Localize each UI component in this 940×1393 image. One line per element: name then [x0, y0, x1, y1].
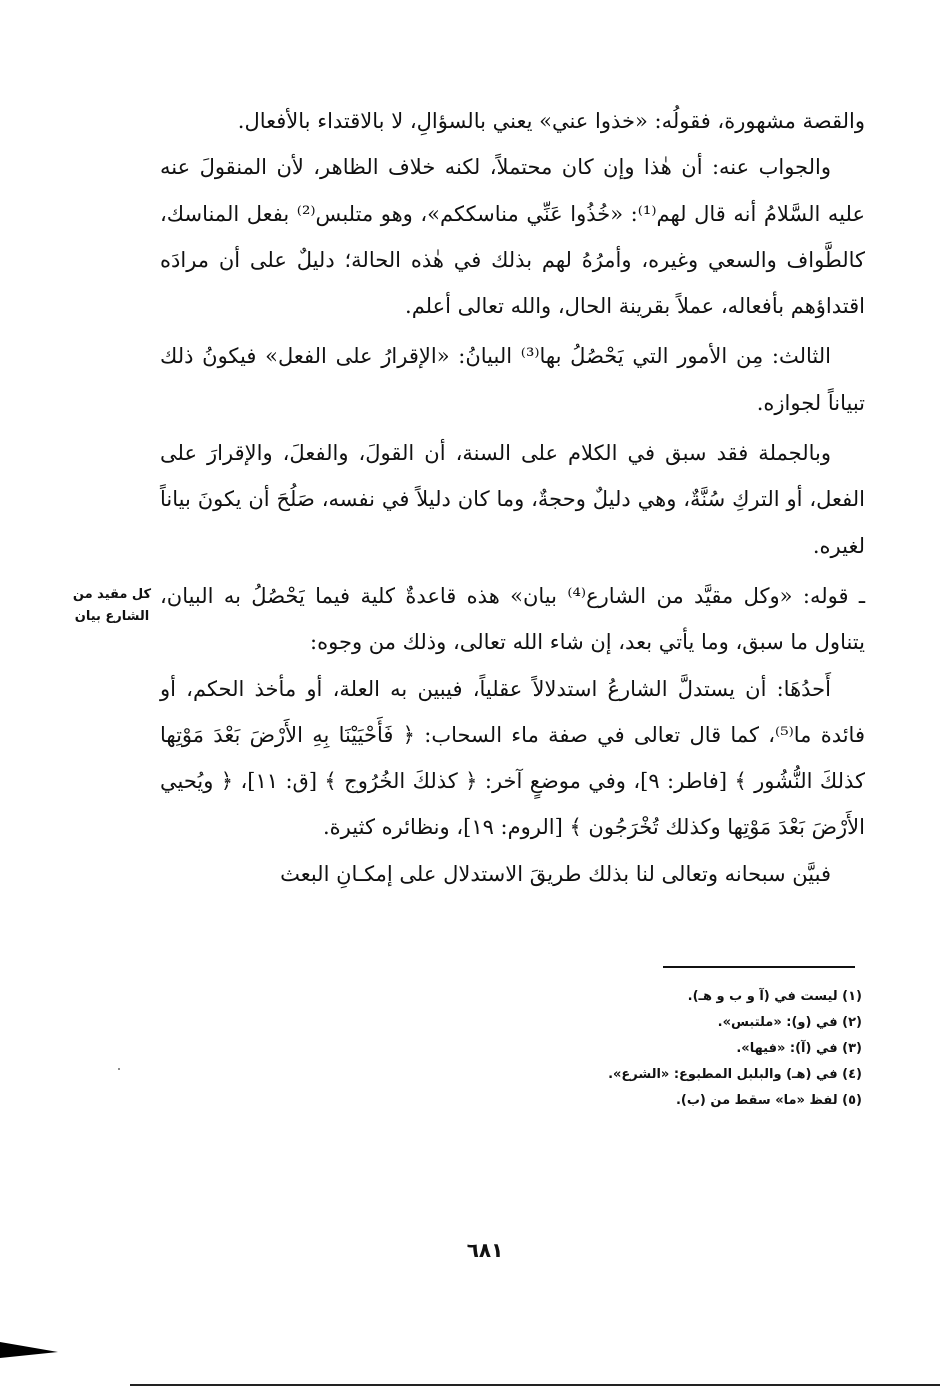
scan-speck: [118, 1068, 120, 1070]
paragraph-rule: ـ قوله: «وكل مقيَّد من الشارع⁽⁴⁾ بيان» هذه قاعدةٌ كلية فيما يَحْصُلُ به البيان، يتناول ما سبق، وما يأتي بعد، إن شاء الله تعالى، وذلك من وجوه:: [160, 583, 865, 655]
paragraph-conclusion: فبيَّن سبحانه وتعالى لنا بذلك طريقَ الاستدلال على إمكـانِ البعث: [280, 861, 831, 886]
footnote-item: (٥) لفظ «ما» سقط من (ب).: [675, 1093, 862, 1108]
footnote-item: (٢) في (و): «ملتبس».: [717, 1015, 862, 1030]
paragraph-third: الثالث: مِن الأمور التي يَحْصُلُ بها⁽³⁾ البيانُ: «الإقرارُ على الفعل» فيكونُ ذلك تبياناً لجوازه.: [160, 344, 865, 415]
footnotes: [480, 984, 862, 1114]
paragraph-story: والقصة مشهورة، فقولُه: «خذوا عني» يعني بالسؤالِ، لا بالاقتداء بالأفعال.: [237, 109, 865, 133]
footnote-item: (٣) في (آ): «فيها».: [736, 1041, 862, 1056]
margin-note: كل مقيد من الشارع بيان: [72, 587, 152, 624]
footnote-item: (٤) في (هـ) والبلبل المطبوع: «الشرع».: [608, 1067, 862, 1082]
paragraph-answer: والجواب عنه: أن هٰذا وإن كان محتملاً، لكنه خلاف الظاهر، لأن المنقولَ عنه عليه السَّلامُ أنه قال لهم⁽¹⁾: «خُذُوا عَنِّي مناسككم»، وهو متلبس⁽²⁾ بفعل المناسك، كالطَّواف والسعي وغيره، وأمرُهُ لهم بذلك في هٰذه الحالة؛ دليلٌ على أن مرادَه اقتداؤهم بأفعاله، عملاً بقرينة الحال، والله تعالى أعلم.: [160, 155, 865, 319]
footnote-divider: [663, 966, 855, 968]
main-text: [160, 98, 865, 897]
scan-corner-mark: [0, 1342, 58, 1358]
footnote-item: (١) ليست في (آ و ب و هـ).: [687, 989, 862, 1004]
paragraph-summary: وبالجملة فقد سبق في الكلام على السنة، أن القولَ، والفعلَ، والإقرارَ على الفعل، أو التركِ سُنَّةٌ، وهي دليلٌ وحجةٌ، وما كان دليلاً في نفسه، صَلُحَ أن يكونَ بياناً لغيره.: [160, 441, 865, 558]
scan-edge-line: [130, 1384, 940, 1386]
paragraph-first-aspect: أَحدُهَا: أن يستدلَّ الشارعُ استدلالاً عقلياً، فيبين به العلة، أو مأخذ الحكم، أو فائدة ما⁽⁵⁾، كما قال تعالى في صفة ماء السحاب: ﴿ فَأَحْيَيْنَا بِهِ الأَرْضَ بَعْدَ مَوْتِها كذلكَ النُّشُور ﴾ [فاطر: ٩]، وفي موضعٍ آخر: ﴿ كذلكَ الخُرُوج ﴾ [ق: ١١]، ﴿ ويُحيي الأَرْضَ بَعْدَ مَوْتِها وكذلك تُخْرَجُون ﴾ [الروم: ١٩]، ونظائره كثيرة.: [160, 676, 865, 840]
page-number: ٦٨١: [466, 1238, 504, 1262]
